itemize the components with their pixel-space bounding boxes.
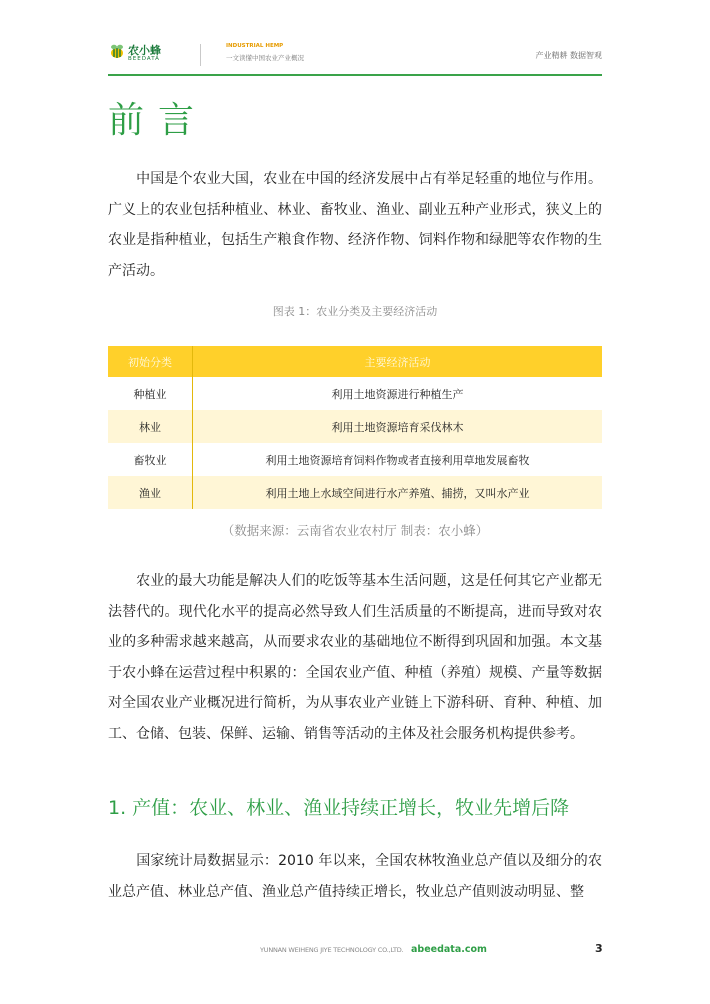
row-category: 渔业 [108,476,193,509]
table-row [108,410,602,443]
header-divider [200,44,201,66]
logo-subtitle: BEEDATA [128,56,160,62]
row-category: 畜牧业 [108,443,193,476]
row-category: 种植业 [108,377,193,410]
logo-name: 农小蜂 [128,44,161,57]
row-activity: 利用土地上水域空间进行水产养殖、捕捞，又叫水产业 [193,476,603,509]
header-slogan: 产业精耕 数据智观 [535,51,602,60]
row-activity: 利用土地资源培育采伐林木 [193,410,603,443]
table-row [108,377,602,410]
brand-logo [108,40,188,70]
function-text: 农业的最大功能是解决人们的吃饭等基本生活问题，这是任何其它产业都无法替代的。现代化水平的提高必然导致人们生活质量的不断提高，进而导致对农业的多种需求越来越高，从而要求农业的基础地位不断得到巩固和加强。本文基于农小蜂在运营过程中积累的：全国农业产值、种植（养殖）规模、产量等数据对全国农业产业概况进行简析，为从事农业产业链上下游科研、育种、种植、加工、仓储、包装、保鲜、运输、销售等活动的主体及社会服务机构提供参考。 [108,573,602,742]
table-caption: 图表 1：农业分类及主要经济活动 [272,305,438,318]
table-row [108,476,602,509]
table-row [108,443,602,476]
output-text: 国家统计局数据显示：2010 年以来，全国农林牧渔业总产值以及细分的农业总产值、林业总产值、渔业总产值持续正增长，牧业总产值则波动明显、整 [108,853,602,900]
output-paragraph [108,846,602,907]
intro-text: 中国是个农业大国，农业在中国的经济发展中占有举足轻重的地位与作用。广义上的农业包括种植业、林业、畜牧业、渔业、副业五种产业形式，狭义上的农业是指种植业，包括生产粮食作物、经济作物、饲料作物和绿肥等农作物的生产活动。 [108,171,602,279]
row-activity: 利用土地资源进行种植生产 [193,377,603,410]
row-category: 林业 [108,410,193,443]
section-heading: 1. 产值：农业、林业、渔业持续正增长，牧业先增后降 [108,797,570,819]
header-category: 初始分类 [108,346,193,377]
header-activity: 主要经济活动 [193,346,603,377]
footer-website: abeedata.com [411,944,487,955]
table-header-row [108,346,602,377]
agriculture-classification-table [108,346,602,509]
row-activity: 利用土地资源培育饲料作物或者直接利用草地发展畜牧 [193,443,603,476]
header-tag-cn: 一文读懂中国农业产业概况 [226,54,304,62]
header-tag-en: INDUSTRIAL HEMP [226,43,284,49]
page-header [108,40,602,74]
function-paragraph [108,566,602,749]
page-number: 3 [595,942,603,955]
header-rule [108,74,602,76]
intro-paragraph [108,164,602,286]
page-title: 前言 [108,100,209,141]
table-source-note: （数据来源：云南省农业农村厅 制表：农小蜂） [221,523,489,538]
bee-icon [108,43,126,61]
footer-company: YUNNAN WEIHENG JIYE TECHNOLOGY CO.,LTD. [260,946,404,954]
